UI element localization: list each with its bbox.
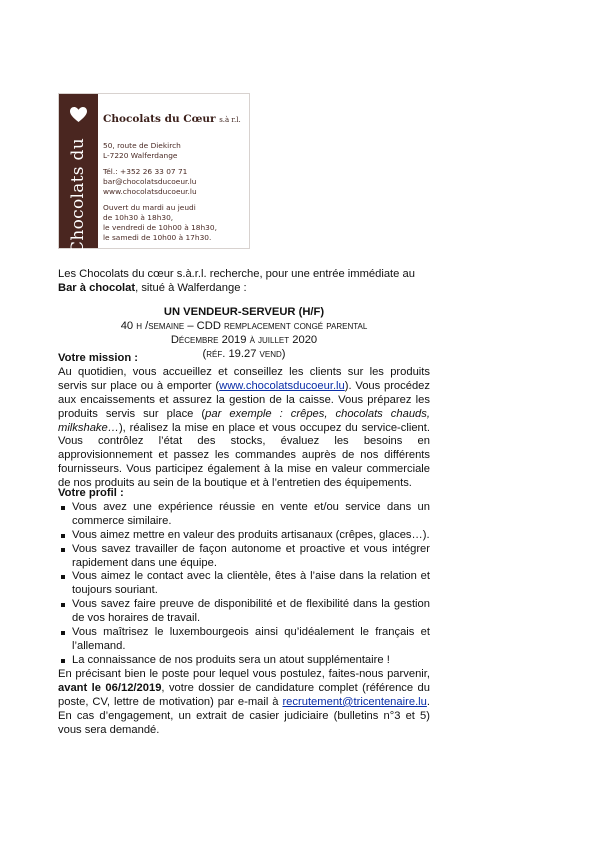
profile-item: Vous savez travailler de façon autonome et proactive et vous intégrer rapidement dans une équipe. bbox=[58, 543, 430, 571]
mission-heading: Votre mission : bbox=[58, 352, 138, 364]
logo-brand-band bbox=[59, 94, 98, 254]
job-title: UN VENDEUR-SERVEUR (H/F) bbox=[163, 306, 325, 318]
logo-hours-line: le samedi de 10h00 à 17h30. bbox=[103, 233, 212, 242]
profile-item: Vous maîtrisez le luxembourgeois ainsi qu’idéalement le français et l’allemand. bbox=[58, 626, 430, 654]
profile-item: Vous savez faire preuve de disponibilité et de flexibilité dans la gestion de vos horaires de travail. bbox=[58, 598, 430, 626]
profile-item: Vous avez une expérience réussie en vente et/ou service dans un commerce similaire. bbox=[58, 501, 430, 529]
heart-icon bbox=[69, 106, 88, 123]
logo-email: bar@chocolatsducoeur.lu bbox=[103, 177, 197, 186]
logo-phone: Tél.: +352 26 33 07 71 bbox=[103, 167, 188, 176]
website-link[interactable]: www.chocolatsducoeur.lu bbox=[219, 379, 345, 392]
deadline: avant le 06/12/2019 bbox=[58, 681, 162, 694]
logo-contact-info bbox=[103, 141, 217, 243]
logo-hours-line: le vendredi de 10h00 à 18h30, bbox=[103, 223, 217, 232]
logo-website: www.chocolatsducoeur.lu bbox=[103, 187, 197, 196]
profile-list bbox=[58, 501, 430, 668]
closing-paragraph: En précisant bien le poste pour lequel vous postulez, faites-nous parvenir, avant le 06/12/2019, votre dossier de candidature complet (référence du poste, CV, lettre de motivation) par e-mail à recrutement@tricentenaire.lu. En cas d’engagement, un extrait de casier judiciaire (bulletins n°3 et 5) vous sera demandé. bbox=[58, 668, 430, 736]
profile-heading: Votre profil : bbox=[58, 487, 124, 499]
job-contract: 40 h /semaine – CDD remplacement congé parental bbox=[120, 319, 368, 332]
profile-section bbox=[58, 487, 430, 668]
mission-section bbox=[58, 352, 430, 491]
logo-address-line: L-7220 Walferdange bbox=[103, 151, 178, 160]
logo-address-line: 50, route de Diekirch bbox=[103, 141, 181, 150]
mission-text: Au quotidien, vous accueillez et conseillez les clients sur les produits servis sur place ou à emporter (www.chocolatsducoeur.lu). Vous procédez aux encaissements et assurez la gestion de la caisse. Vous préparez les produits servis sur place (par exemple : crêpes, chocolats chauds, milkshake…), réalisez la mise en place et vous occupez du service-client. Vous contrôlez l’état des stocks, évaluez les besoins en approvisionnement et passez les commandes auprès de nos différents fournisseurs. Vous participez également à la mise en valeur commerciale de nos produits au sein de la boutique et à l’entretien des équipements. bbox=[58, 365, 430, 490]
company-logo-card bbox=[58, 93, 250, 254]
logo-company-name: Chocolats du Cœur s.à r.l. bbox=[103, 113, 241, 125]
logo-hours-line: de 10h30 à 18h30, bbox=[103, 213, 174, 222]
job-period: Décembre 2019 à juillet 2020 bbox=[170, 333, 318, 346]
job-reference: (réf. 19.27 vend) bbox=[202, 347, 286, 360]
logo-vertical-text: Chocolats du bbox=[68, 138, 88, 254]
profile-item: Vous aimez mettre en valeur des produits artisanaux (crêpes, glaces…). bbox=[58, 529, 430, 543]
logo-hours-line: Ouvert du mardi au jeudi bbox=[103, 203, 196, 212]
bar-name: Bar à chocolat bbox=[58, 281, 136, 294]
profile-item: La connaissance de nos produits sera un atout supplémentaire ! bbox=[58, 654, 430, 668]
intro-paragraph: Les Chocolats du cœur s.à.r.l. recherche, pour une entrée immédiate au Bar à chocolat, situé à Walferdange : bbox=[58, 268, 415, 294]
recruitment-email-link[interactable]: recrutement@tricentenaire.lu bbox=[282, 695, 427, 708]
profile-item: Vous aimez le contact avec la clientèle, êtes à l’aise dans la relation et toujours souriant. bbox=[58, 570, 430, 598]
